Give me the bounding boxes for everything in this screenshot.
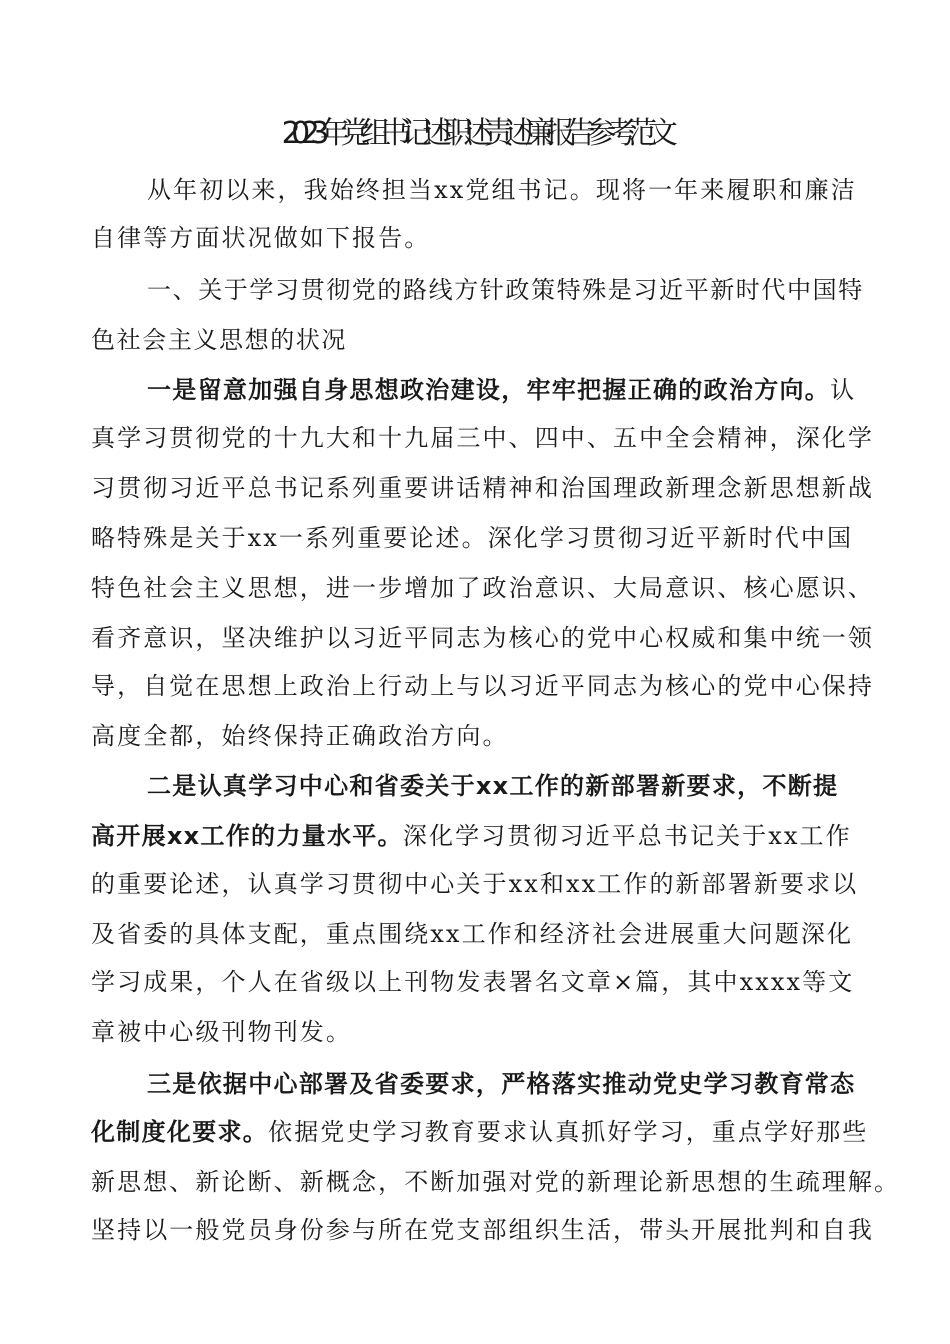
paragraph-1-line-1 <box>147 372 856 408</box>
paragraph-2-line-3: 的重要论述，认真学习贯彻中心关于xx和xx工作的新部署新要求以 <box>91 870 859 898</box>
paragraph-3-line-1 <box>147 1066 855 1102</box>
section-heading-line-1: 一、关于学习贯彻党的路线方针政策特殊是习近平新时代中国特 <box>147 276 864 304</box>
paragraph-2-line-2 <box>91 818 852 854</box>
intro-line-2: 自律等方面状况做如下报告。 <box>91 224 431 252</box>
paragraph-1-line-3: 习贯彻习近平总书记系列重要讲话精神和治国理政新理念新思想新战 <box>91 474 874 502</box>
paragraph-1-line-6: 看齐意识，坚决维护以习近平同志为核心的党中心权威和集中统一领 <box>91 624 874 652</box>
paragraph-2-lead-2: 高开展xx工作的力量水平。 <box>91 822 403 850</box>
paragraph-1-lead: 一是留意加强自身思想政治建设，牢牢把握正确的政治方向。 <box>147 376 831 404</box>
paragraph-1-line-4: 略特殊是关于xx一系列重要论述。深化学习贯彻习近平新时代中国 <box>91 524 854 552</box>
paragraph-3-line-3: 新思想、新论断、新概念，不断加强对党的新理论新思想的生疏理解。 <box>91 1168 901 1196</box>
paragraph-2-line-5: 学习成果，个人在省级以上刊物发表署名文章×篇，其中xxxx等文 <box>91 968 855 996</box>
paragraph-3-tail: 依据党史学习教育要求认真抓好学习，重点学好那些 <box>268 1118 869 1146</box>
paragraph-3-lead-1: 三是依据中心部署及省委要求，严格落实推动党史学习教育常态 <box>147 1070 856 1098</box>
paragraph-2-line-6: 章被中心级刊物刊发。 <box>91 1018 352 1046</box>
paragraph-3-lead-2: 化制度化要求。 <box>91 1118 269 1146</box>
paragraph-2-line-4: 及省委的具体支配，重点围绕xx工作和经济社会进展重大问题深化 <box>91 920 854 948</box>
paragraph-1-tail: 认 <box>830 376 857 404</box>
paragraph-1-line-5: 特色社会主义思想，进一步增加了政治意识、大局意识、核心愿识、 <box>91 574 874 602</box>
paragraph-2-tail: 深化学习贯彻习近平总书记关于xx工作 <box>402 822 852 850</box>
section-heading-line-2: 色社会主义思想的状况 <box>91 326 347 354</box>
intro-line-1: 从年初以来，我始终担当xx党组书记。现将一年来履职和廉洁 <box>147 176 857 204</box>
paragraph-1-line-2: 真学习贯彻党的十九大和十九届三中、四中、五中全会精神，深化学 <box>91 424 874 452</box>
paragraph-1-line-8: 高度全都，始终保持正确政治方向。 <box>91 722 509 750</box>
paragraph-2-line-1 <box>147 768 838 804</box>
paragraph-1-line-7: 导，自觉在思想上政治上行动上与以习近平同志为核心的党中心保持 <box>91 672 874 700</box>
paragraph-3-line-2 <box>91 1114 868 1150</box>
paragraph-3-line-4: 坚持以一般党员身份参与所在党支部组织生活，带头开展批判和自我 <box>91 1216 874 1244</box>
page-title: 2023年党组书记述职述责述廉报告参考范文 <box>281 116 669 151</box>
paragraph-2-lead-1: 二是认真学习中心和省委关于xx工作的新部署新要求，不断提 <box>147 772 839 800</box>
